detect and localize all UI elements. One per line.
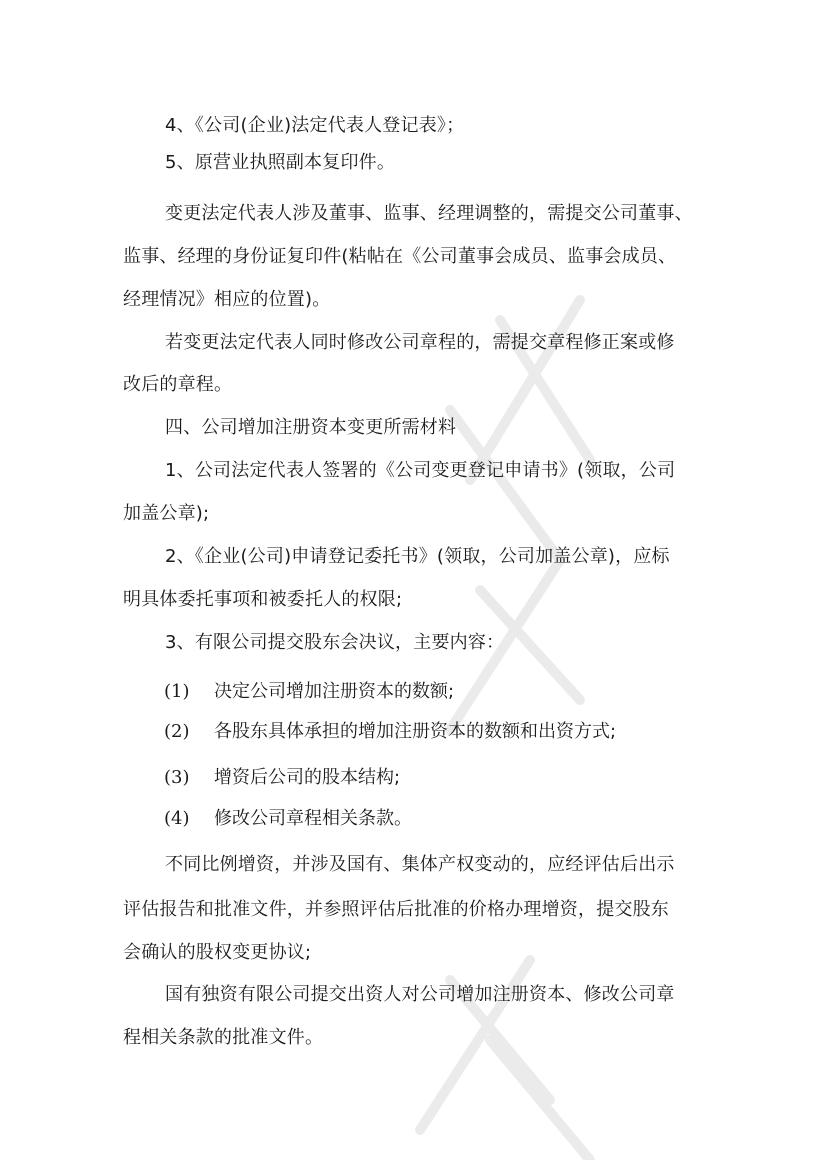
sub-item-number: (2) [164,721,190,742]
paragraph-valuation-line-1: 不同比例增资，并涉及国有、集体产权变动的，应经评估后出示 [165,854,675,875]
paragraph-material-1-line-1: 1、公司法定代表人签署的《公司变更登记申请书》(领取，公司 [165,460,676,481]
paragraph-material-3: 3、有限公司提交股东会决议，主要内容： [165,632,505,653]
paragraph-state-owned-line-1: 国有独资有限公司提交出资人对公司增加注册资本、修改公司章 [165,984,675,1005]
paragraph-item-5: 5、原营业执照副本复印件。 [165,152,396,173]
paragraph-valuation-line-3: 会确认的股权变更协议; [123,942,312,963]
paragraph-material-2-line-1: 2、《企业(公司)申请登记委托书》(领取，公司加盖公章)，应标 [165,546,670,567]
watermark-logo [330,260,650,1160]
paragraph-articles-line-2: 改后的章程。 [123,374,233,395]
sub-item-number: (3) [164,767,190,788]
paragraph-state-owned-line-2: 程相关条款的批准文件。 [123,1027,324,1048]
paragraph-articles-line-1: 若变更法定代表人同时修改公司章程的，需提交章程修正案或修 [165,332,675,353]
paragraph-material-1-line-2: 加盖公章); [123,503,210,524]
paragraph-rep-change-line-2: 监事、经理的身份证复印件(粘帖在《公司董事会成员、监事会成员、 [123,246,677,267]
sub-item-text: 决定公司增加注册资本的数额; [214,681,455,702]
sub-item-text: 增资后公司的股本结构; [214,767,401,788]
section-heading: 四、公司增加注册资本变更所需材料 [165,417,457,438]
paragraph-item-4: 4、《公司(企业)法定代表人登记表》； [165,115,465,136]
paragraph-valuation-line-2: 评估报告和批准文件，并参照评估后批准的价格办理增资，提交股东 [123,899,669,920]
sub-item-text: 修改公司章程相关条款。 [214,808,412,829]
sub-item-text: 各股东具体承担的增加注册资本的数额和出资方式; [214,721,617,742]
sub-item-number: (1) [164,681,190,702]
paragraph-rep-change-line-1: 变更法定代表人涉及董事、监事、经理调整的，需提交公司董事、 [165,203,693,224]
paragraph-material-2-line-2: 明具体委托事项和被委托人的权限; [123,589,403,610]
sub-item-number: (4) [164,808,190,829]
paragraph-rep-change-line-3: 经理情况》相应的位置)。 [123,289,331,310]
